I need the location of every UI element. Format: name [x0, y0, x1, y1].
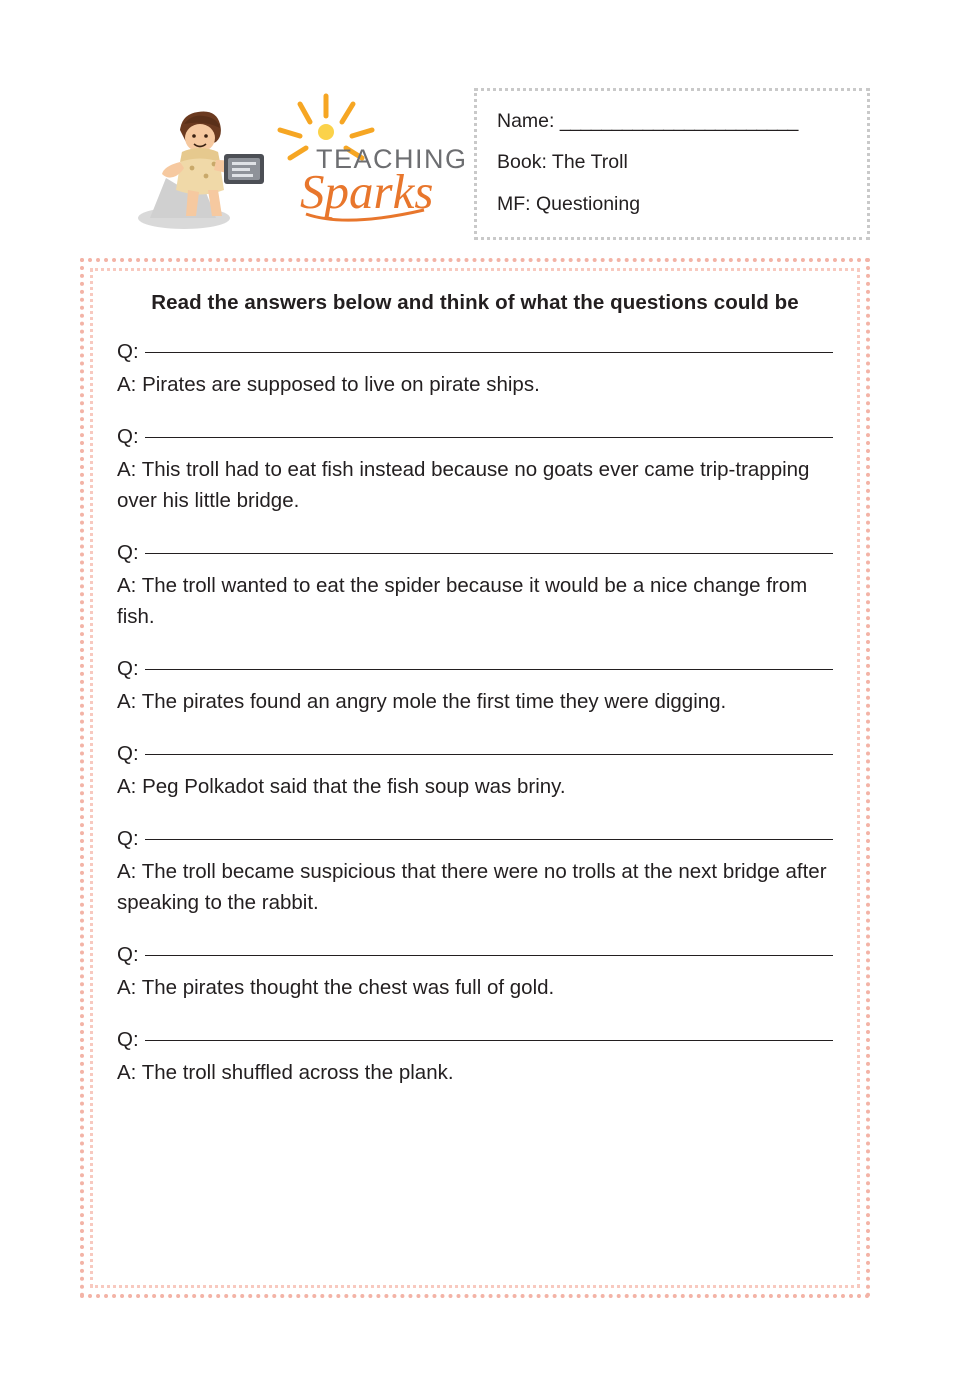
answer-write-line[interactable]: [145, 754, 833, 755]
question-line[interactable]: [117, 739, 833, 770]
page-header: [0, 70, 980, 250]
worksheet-instruction: Read the answers below and think of what the questions could be: [151, 291, 799, 314]
answer-text: A: The troll wanted to eat the spider because it would be a nice change from fish.: [117, 573, 808, 628]
mf-row: MF: Questioning: [497, 192, 641, 215]
question-line[interactable]: [117, 654, 833, 685]
question-line[interactable]: [117, 337, 833, 368]
name-blank-line[interactable]: _______________________: [559, 110, 798, 132]
name-field-row[interactable]: [497, 107, 847, 135]
answer-text: A: The troll shuffled across the plank.: [117, 1060, 454, 1084]
question-line[interactable]: [117, 940, 833, 971]
answer-write-line[interactable]: [145, 955, 833, 956]
qa-item: [117, 824, 833, 918]
answer-text: A: The pirates thought the chest was full of gold.: [117, 975, 555, 999]
question-prefix: Q:: [117, 1027, 139, 1051]
question-prefix: Q:: [117, 657, 139, 681]
qa-item: [117, 538, 833, 632]
answer-write-line[interactable]: [145, 352, 833, 353]
svg-text:TEACHING: TEACHING: [316, 144, 468, 174]
pupil-info-box: [474, 88, 870, 240]
answer-write-line[interactable]: [145, 669, 833, 670]
question-line[interactable]: [117, 1025, 833, 1056]
qa-item: [117, 940, 833, 1003]
question-line[interactable]: [117, 824, 833, 855]
answer-write-line[interactable]: [145, 839, 833, 840]
answer-write-line[interactable]: [145, 437, 833, 438]
qa-item: [117, 422, 833, 516]
question-prefix: Q:: [117, 424, 139, 448]
question-prefix: Q:: [117, 340, 139, 363]
teaching-sparks-logo-graphic: [120, 90, 470, 240]
answer-write-line[interactable]: [145, 553, 833, 554]
book-row: Book: The Troll: [497, 151, 628, 174]
question-line[interactable]: [117, 422, 833, 453]
question-prefix: Q:: [117, 540, 139, 564]
answer-text: A: Peg Polkadot said that the fish soup was briny.: [117, 774, 566, 798]
answer-text: A: The pirates found an angry mole the first time they were digging.: [117, 689, 727, 713]
qa-item: [117, 1025, 833, 1088]
question-line[interactable]: [117, 538, 833, 569]
question-prefix: Q:: [117, 741, 139, 765]
qa-item: [117, 739, 833, 802]
question-prefix: Q:: [117, 942, 139, 966]
question-prefix: Q:: [117, 826, 139, 850]
answer-text: A: The troll became suspicious that there were no trolls at the next bridge after speaking to the rabbit.: [117, 859, 827, 914]
answer-write-line[interactable]: [145, 1040, 833, 1041]
qa-item: [117, 654, 833, 717]
answer-text: A: This troll had to eat fish instead because no goats ever came trip-trapping over his little bridge.: [117, 457, 810, 512]
name-label: Name:: [497, 110, 555, 132]
qa-item: [117, 337, 833, 400]
answer-text: A: Pirates are supposed to live on pirate ships.: [117, 372, 540, 396]
worksheet-panel-inner: [90, 268, 860, 1288]
svg-text:Sparks: Sparks: [300, 164, 434, 219]
worksheet-panel: [80, 258, 870, 1298]
brand-logo: [120, 90, 470, 240]
